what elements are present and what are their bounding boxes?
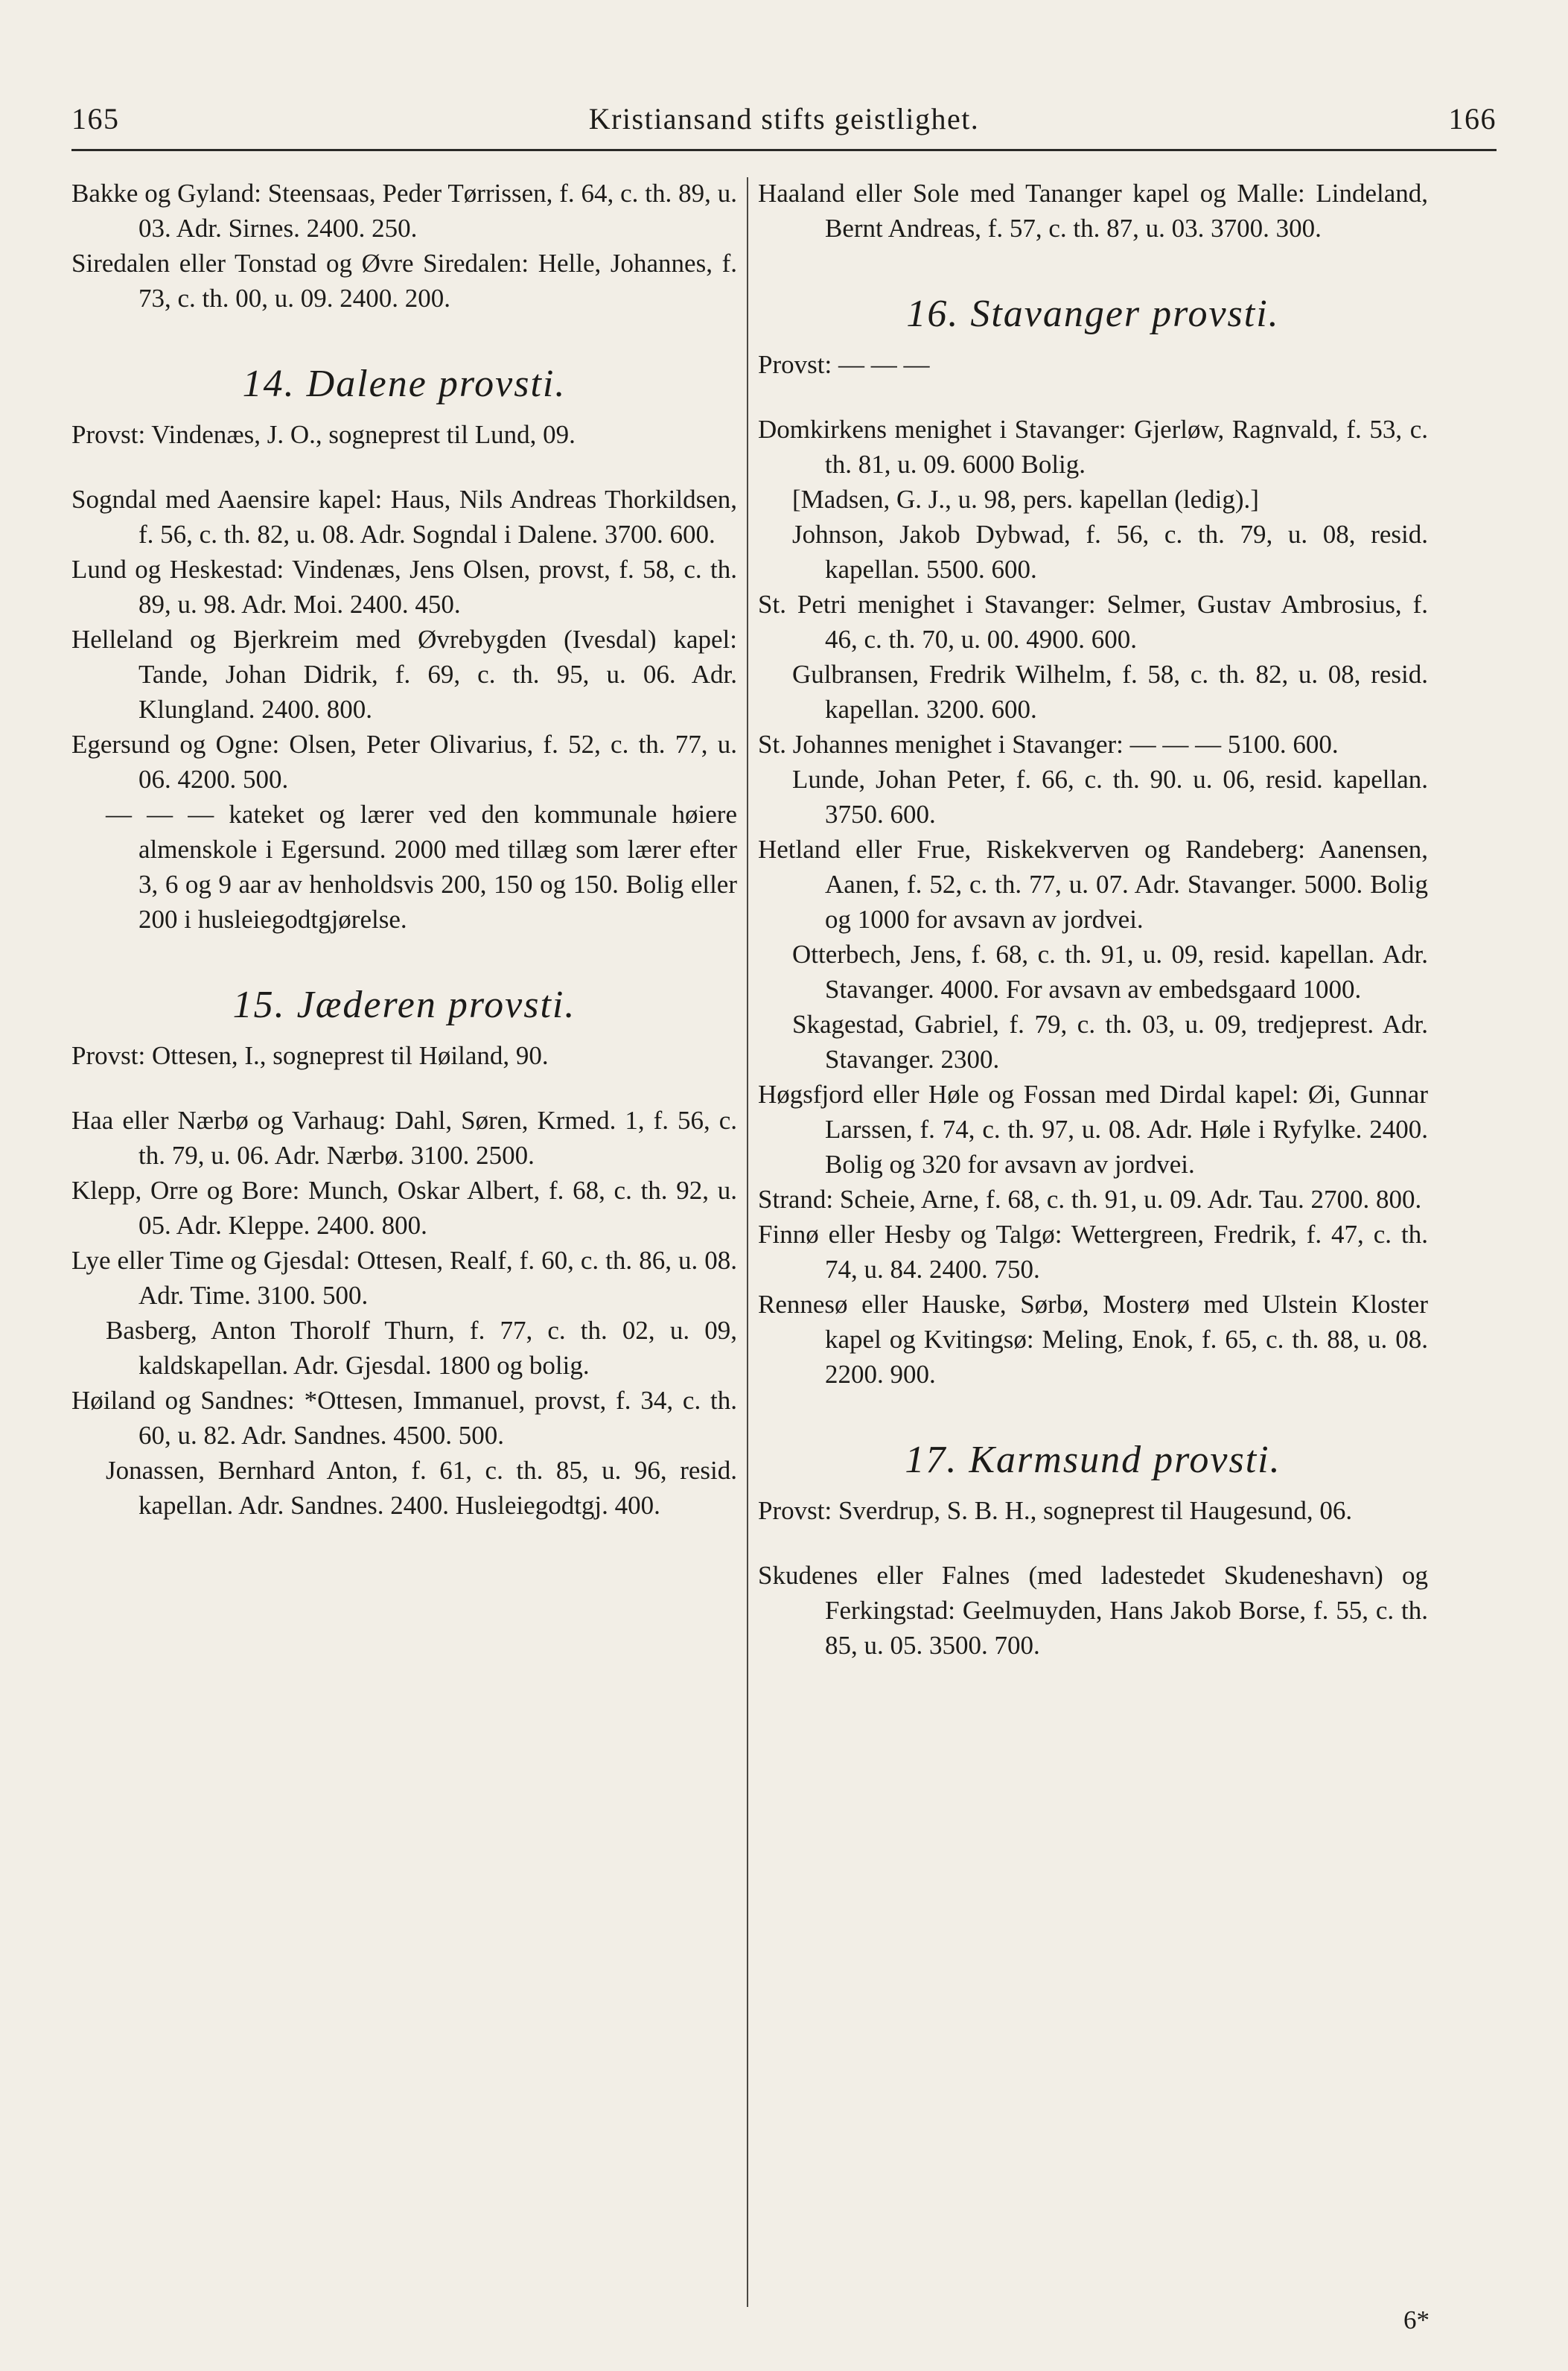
entry-hoiland: Høiland og Sandnes: *Ottesen, Immanuel, provst, f. 34, c. th. 60, u. 82. Adr. Sandnes. 4500. 500.	[71, 1386, 737, 1450]
entry-st-johannes: St. Johannes menighet i Stavanger: — — — 5100. 600.	[758, 730, 1339, 759]
entry-hetland: Hetland eller Frue, Riskekverven og Randeberg: Aanensen, Aanen, f. 52, c. th. 77, u. 07. Adr. Stavanger. 5000. Bolig og 1000 for avsavn av jordvei.	[758, 835, 1428, 934]
provst-line-14: Provst: Vindenæs, J. O., sogneprest til Lund, 09.	[71, 420, 576, 449]
right-column	[758, 176, 1428, 1663]
entry-hogsfjord: Høgsfjord eller Høle og Fossan med Dirdal kapel: Øi, Gunnar Larssen, f. 74, c. th. 97, u. 08. Adr. Høle i Ryfylke. 2400. Bolig og 320 for avsavn av jordvei.	[758, 1080, 1428, 1179]
spacer	[758, 246, 1428, 281]
spacer	[71, 937, 737, 973]
entry-bakke: Bakke og Gyland: Steensaas, Peder Tørrissen, f. 64, c. th. 89, u. 03. Adr. Sirnes. 2400. 250.	[71, 179, 737, 243]
page-number-left: 165	[71, 102, 120, 136]
entry-gulbransen: Gulbransen, Fredrik Wilhelm, f. 58, c. th. 82, u. 08, resid. kapellan. 3200. 600.	[792, 660, 1428, 724]
section-heading-14: 14. Dalene provsti.	[242, 363, 567, 405]
entry-lye: Lye eller Time og Gjesdal: Ottesen, Realf, f. 60, c. th. 86, u. 08. Adr. Time. 3100. 500.	[71, 1246, 737, 1310]
provst-line-16: Provst: — — —	[758, 350, 930, 379]
entry-strand: Strand: Scheie, Arne, f. 68, c. th. 91, u. 09. Adr. Tau. 2700. 800.	[758, 1185, 1422, 1214]
entry-johnson: Johnson, Jakob Dybwad, f. 56, c. th. 79, u. 08, resid. kapellan. 5500. 600.	[792, 520, 1428, 584]
section-heading-15: 15. Jæderen provsti.	[232, 984, 576, 1026]
entry-haaland: Haaland eller Sole med Tananger kapel og Malle: Lindeland, Bernt Andreas, f. 57, c. th. 87, u. 03. 3700. 300.	[758, 179, 1428, 243]
spacer	[758, 1528, 1428, 1558]
entry-kateket: — — — kateket og lærer ved den kommunale høiere almenskole i Egersund. 2000 med tillæg som lærer efter 3, 6 og 9 aar av henholdsvis 200, 150 og 150. Bolig eller 200 i husleiegodtgjørelse.	[106, 800, 737, 934]
entry-klepp: Klepp, Orre og Bore: Munch, Oskar Albert, f. 68, c. th. 92, u. 05. Adr. Kleppe. 2400. 800.	[71, 1176, 737, 1240]
provst-line-17: Provst: Sverdrup, S. B. H., sogneprest til Haugesund, 06.	[758, 1496, 1353, 1525]
entry-otterbech: Otterbech, Jens, f. 68, c. th. 91, u. 09, resid. kapellan. Adr. Stavanger. 4000. For avsavn av embedsgaard 1000.	[792, 940, 1428, 1004]
entry-lund: Lund og Heskestad: Vindenæs, Jens Olsen, provst, f. 58, c. th. 89, u. 98. Adr. Moi. 2400. 450.	[71, 555, 737, 619]
entry-lunde: Lunde, Johan Peter, f. 66, c. th. 90. u. 06, resid. kapellan. 3750. 600.	[792, 765, 1428, 829]
page-number-right: 166	[1448, 102, 1497, 136]
provst-line-15: Provst: Ottesen, I., sogneprest til Høiland, 90.	[71, 1041, 549, 1070]
entry-egersund: Egersund og Ogne: Olsen, Peter Olivarius, f. 52, c. th. 77, u. 06. 4200. 500.	[71, 730, 737, 794]
entry-skudenes: Skudenes eller Falnes (med ladestedet Skudeneshavn) og Ferkingstad: Geelmuyden, Hans Jakob Borse, f. 55, c. th. 85, u. 05. 3500. 700.	[758, 1561, 1428, 1660]
entry-basberg: Basberg, Anton Thorolf Thurn, f. 77, c. th. 02, u. 09, kaldskapellan. Adr. Gjesdal. 1800 og bolig.	[106, 1316, 737, 1380]
section-heading-16: 16. Stavanger provsti.	[906, 293, 1280, 335]
column-divider	[747, 177, 748, 2307]
signature-mark: 6*	[1403, 2305, 1430, 2335]
section-heading-17: 17. Karmsund provsti.	[905, 1439, 1281, 1481]
spacer	[758, 1392, 1428, 1428]
entry-st-petri: St. Petri menighet i Stavanger: Selmer, Gustav Ambrosius, f. 46, c. th. 70, u. 00. 4900. 600.	[758, 590, 1428, 654]
running-header	[71, 95, 1497, 147]
header-title: Kristiansand stifts geistlighet.	[588, 102, 980, 136]
entry-skagestad: Skagestad, Gabriel, f. 79, c. th. 03, u. 09, tredjeprest. Adr. Stavanger. 2300.	[792, 1010, 1428, 1074]
entry-sogndal: Sogndal med Aaensire kapel: Haus, Nils Andreas Thorkildsen, f. 56, c. th. 82, u. 08. Adr. Sogndal i Dalene. 3700. 600.	[71, 485, 737, 549]
entry-renneso: Rennesø eller Hauske, Sørbø, Mosterø med Ulstein Kloster kapel og Kvitingsø: Meling, Enok, f. 65, c. th. 88, u. 08. 2200. 900.	[758, 1290, 1428, 1389]
entry-haa: Haa eller Nærbø og Varhaug: Dahl, Søren, Krmed. 1, f. 56, c. th. 79, u. 06. Adr. Nærbø. 3100. 2500.	[71, 1106, 737, 1170]
spacer	[758, 382, 1428, 412]
spacer	[71, 1073, 737, 1103]
entry-finno: Finnø eller Hesby og Talgø: Wettergreen, Fredrik, f. 47, c. th. 74, u. 84. 2400. 750.	[758, 1220, 1428, 1284]
spacer	[71, 452, 737, 482]
header-rule	[71, 149, 1497, 151]
entry-helleland: Helleland og Bjerkreim med Øvrebygden (Ivesdal) kapel: Tande, Johan Didrik, f. 69, c. th. 95, u. 06. Adr. Klungland. 2400. 800.	[71, 625, 737, 724]
entry-jonassen: Jonassen, Bernhard Anton, f. 61, c. th. 85, u. 96, resid. kapellan. Adr. Sandnes. 2400. Husleiegodtgj. 400.	[106, 1456, 737, 1520]
entry-domkirken: Domkirkens menighet i Stavanger: Gjerløw, Ragnvald, f. 53, c. th. 81, u. 09. 6000 Bolig.	[758, 415, 1428, 479]
entry-siredalen: Siredalen eller Tonstad og Øvre Siredalen: Helle, Johannes, f. 73, c. th. 00, u. 09. 2400. 200.	[71, 249, 737, 313]
left-column	[71, 176, 737, 1523]
spacer	[71, 316, 737, 351]
entry-madsen: [Madsen, G. J., u. 98, pers. kapellan (ledig).]	[792, 485, 1259, 514]
